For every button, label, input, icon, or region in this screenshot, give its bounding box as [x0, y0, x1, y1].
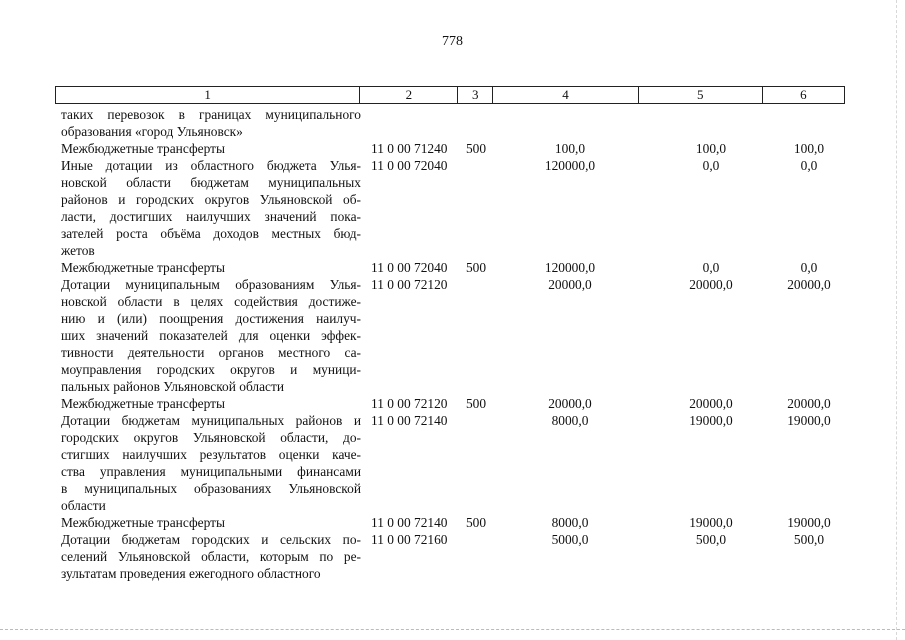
row-value-4: 8000,0 [551, 413, 589, 428]
description-line: селений Ульяновской области, которым по ре- [61, 549, 361, 564]
row-value-5: 100,0 [695, 141, 727, 156]
row-value-4: 100,0 [554, 141, 586, 156]
column-header-6: 6 [800, 87, 807, 102]
row-value-5 [639, 106, 763, 140]
description-line: тивности деятельности органов местного са- [61, 345, 361, 360]
row-description [55, 276, 361, 395]
description-line: ласти, достигших наилучших значений пока- [61, 209, 361, 224]
column-header-5: 5 [639, 87, 763, 103]
row-expense-type [459, 531, 493, 582]
row-value-4: 8000,0 [551, 515, 589, 530]
row-expense-type [459, 106, 493, 140]
description-line: нию и (или) поощрения достижения наилуч- [61, 311, 361, 326]
row-value-5: 500,0 [695, 532, 727, 547]
row-value-6: 20000,0 [787, 277, 831, 292]
row-value-4: 120000,0 [544, 158, 596, 173]
row-description [55, 157, 361, 259]
row-value-6: 500,0 [793, 532, 825, 547]
row-description [55, 514, 361, 531]
table-row [55, 531, 845, 582]
description-line: Дотации бюджетам городских и сельских по- [61, 532, 361, 547]
page-bottom-edge [0, 629, 905, 630]
description-line: ших значений показателей для оценки эффек- [61, 328, 361, 343]
row-code: 11 0 00 72160 [371, 532, 448, 547]
table-row [55, 259, 845, 276]
row-description [55, 412, 361, 514]
table-row [55, 276, 845, 395]
table-row [55, 106, 845, 140]
description-line: зателей роста объёма доходов местных бюд- [61, 226, 361, 241]
description-line: городских округов Ульяновской области, до- [61, 430, 361, 445]
row-code: 11 0 00 71240 [371, 141, 448, 156]
row-description [55, 531, 361, 582]
row-expense-type [459, 157, 493, 259]
column-header-2: 2 [360, 87, 458, 103]
table-row [55, 514, 845, 531]
row-value-5: 20000,0 [689, 396, 733, 411]
description-line: Межбюджетные трансферты [61, 515, 225, 530]
row-description [55, 106, 361, 140]
description-line: новской области бюджетам муниципальных [61, 175, 361, 190]
description-line: в муниципальных образованиях Ульяновской [61, 481, 361, 496]
row-expense-type [459, 412, 493, 514]
row-value-4: 120000,0 [544, 260, 596, 275]
budget-table [55, 86, 845, 582]
row-code: 11 0 00 72040 [371, 260, 448, 275]
description-line: образования «город Ульяновск» [61, 124, 243, 139]
row-code: 11 0 00 72120 [371, 396, 448, 411]
description-line: Межбюджетные трансферты [61, 260, 225, 275]
description-line: стигших наилучших результатов оценки каче- [61, 447, 361, 462]
description-line: районов и городских округов Ульяновской об- [61, 192, 361, 207]
row-code [361, 106, 459, 140]
row-value-6 [763, 106, 845, 140]
row-value-5: 19000,0 [689, 515, 733, 530]
description-line: пальных районов Ульяновской области [61, 379, 285, 394]
description-line: моуправления городских округов и муници- [61, 362, 361, 377]
table-header-row [55, 86, 845, 104]
column-header-4: 4 [493, 87, 639, 103]
description-line: области [61, 498, 106, 513]
row-expense-type [459, 276, 493, 395]
page-right-edge [896, 0, 897, 640]
row-value-4 [493, 106, 639, 140]
table-row [55, 412, 845, 514]
description-line: Межбюджетные трансферты [61, 141, 225, 156]
row-value-5: 0,0 [702, 158, 720, 173]
row-value-4: 20000,0 [548, 396, 592, 411]
table-body [55, 106, 845, 582]
row-value-4: 5000,0 [551, 532, 589, 547]
row-value-5: 20000,0 [689, 277, 733, 292]
page-number: 778 [442, 34, 463, 49]
row-code: 11 0 00 72040 [371, 158, 448, 173]
row-value-5: 0,0 [702, 260, 720, 275]
description-line: новской области в целях содействия достиже- [61, 294, 361, 309]
description-line: Дотации бюджетам муниципальных районов и [61, 413, 361, 428]
description-line: зультатам проведения ежегодного областного [61, 566, 321, 581]
row-code: 11 0 00 72140 [371, 413, 448, 428]
row-value-5: 19000,0 [689, 413, 733, 428]
row-value-6: 19000,0 [787, 413, 831, 428]
row-expense-type: 500 [465, 141, 487, 156]
table-row [55, 140, 845, 157]
row-value-4: 20000,0 [548, 277, 592, 292]
row-description [55, 140, 361, 157]
row-expense-type: 500 [465, 260, 487, 275]
row-value-6: 20000,0 [787, 396, 831, 411]
row-value-6: 0,0 [800, 158, 818, 173]
row-expense-type: 500 [465, 515, 487, 530]
row-code: 11 0 00 72120 [371, 277, 448, 292]
row-value-6: 19000,0 [787, 515, 831, 530]
description-line: Дотации муниципальным образованиям Улья- [61, 277, 361, 292]
description-line: ства управления муниципальными финансами [61, 464, 361, 479]
description-line: Межбюджетные трансферты [61, 396, 225, 411]
row-description [55, 259, 361, 276]
description-line: Иные дотации из областного бюджета Улья- [61, 158, 361, 173]
row-expense-type: 500 [465, 396, 487, 411]
description-line: жетов [61, 243, 95, 258]
row-value-6: 100,0 [793, 141, 825, 156]
row-description [55, 395, 361, 412]
column-header-3: 3 [458, 87, 493, 103]
row-code: 11 0 00 72140 [371, 515, 448, 530]
row-value-6: 0,0 [800, 260, 818, 275]
table-row [55, 395, 845, 412]
description-line: таких перевозок в границах муниципального [61, 107, 361, 122]
column-header-1: 1 [56, 87, 360, 103]
table-row [55, 157, 845, 259]
